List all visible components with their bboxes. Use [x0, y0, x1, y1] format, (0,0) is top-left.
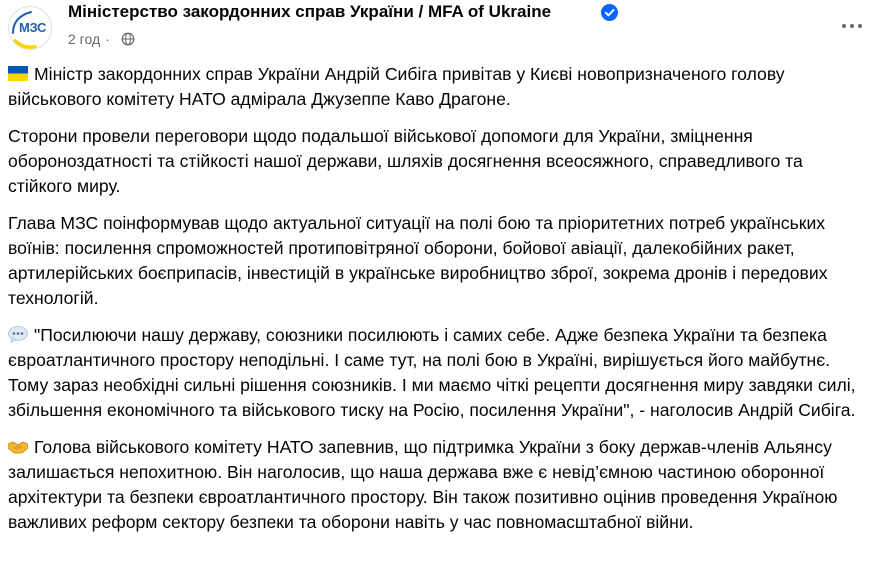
paragraph-text: Сторони провели переговори щодо подальшої військової допомоги для України, зміцнення обороноздатності та стійкості нашої держави, шляхів досягнення всеосяжного, справедливого та стійкого миру. [8, 126, 803, 196]
more-options-button[interactable] [836, 10, 868, 42]
page-name-link[interactable]: Міністерство закордонних справ України / MFA of Ukraine [68, 2, 552, 21]
avatar-text: МЗС [19, 20, 47, 35]
post-text [8, 62, 870, 547]
meta-separator: · [105, 31, 110, 47]
ukraine-flag-icon [8, 65, 28, 82]
globe-icon[interactable] [121, 32, 135, 46]
paragraph-text: "Посилюючи нашу державу, союзники посилюють і самих себе. Адже безпека України та безпека євроатлантичного простору неподільні. І саме тут, на полі бою в Україні, вирішується його майбутнє. Тому зараз необхідні сильні рішення союзників. І ми маємо чіткі рецепти досягнення миру завдяки силі, збільшення економічного та військового тиску на Росію, посилення України", - наголосив Андрій Сибіга. [8, 325, 856, 420]
more-dot [858, 24, 862, 28]
paragraph-3 [8, 211, 870, 311]
speech-bubble-icon [8, 326, 28, 343]
post-header [0, 0, 875, 56]
post-meta [68, 31, 114, 47]
paragraph-4 [8, 323, 870, 423]
paragraph-text: Глава МЗС поінформував щодо актуальної ситуації на полі бою та пріоритетних потреб українських воїнів: посилення спроможностей протиповітряної оборони, бойової авіації, далекобійних ракет, артилерійських боєприпасів, інвестицій в українське виробництво зброї, зокрема дронів і передових технологій. [8, 213, 828, 308]
more-dot [850, 24, 854, 28]
paragraph-1 [8, 62, 870, 112]
avatar[interactable] [8, 6, 52, 50]
paragraph-2 [8, 124, 870, 199]
paragraph-text: Голова військового комітету НАТО запевнив, що підтримка України з боку держав-членів Альянсу залишається непохитною. Він наголосив, що наша держава вже є невід’ємною частиною оборонної архітектури та безпеки євроатлантичного простору. Він також позитивно оцінив проведення Україною важливих реформ сектору безпеки та оборони навіть у час повномасштабної війни. [8, 437, 838, 532]
post-timestamp[interactable]: 2 год [68, 31, 101, 47]
handshake-icon [8, 438, 28, 455]
paragraph-text: Міністр закордонних справ України Андрій Сибіга привітав у Києві новопризначеного голову військового комітету НАТО адмірала Джузеппе Каво Драгоне. [8, 64, 785, 109]
verified-badge-icon [601, 4, 618, 21]
more-dot [842, 24, 846, 28]
paragraph-5 [8, 435, 870, 535]
